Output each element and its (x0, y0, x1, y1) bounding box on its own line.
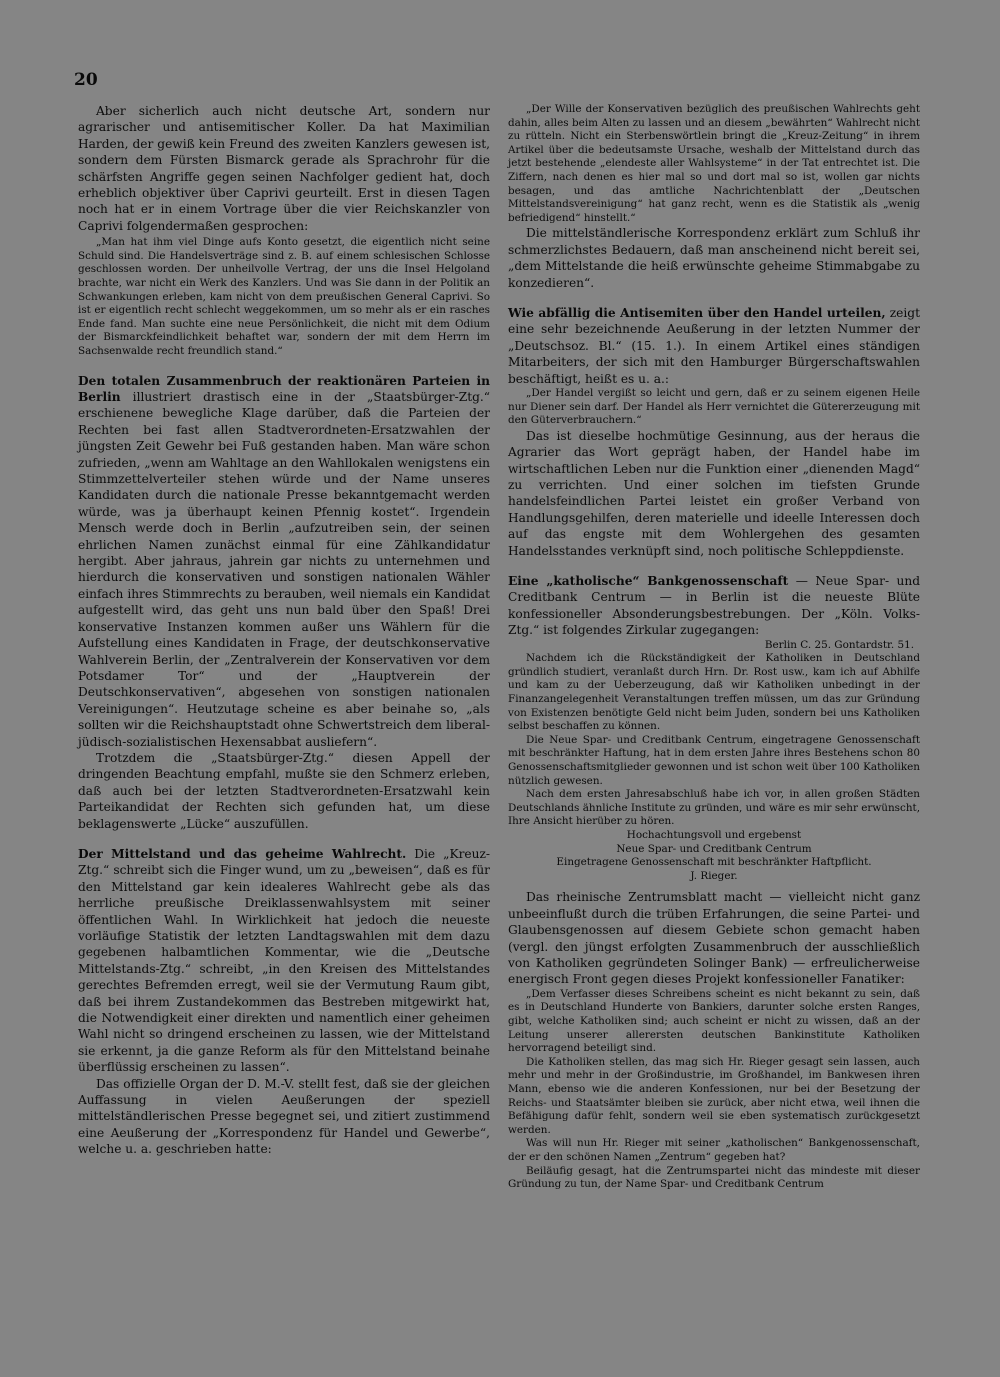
block-quote: „Man hat ihm viel Dinge aufs Konto gesetzt, die eigentlich nicht seine Schuld sind. Die Handelsverträge sind z. B. auf einem schlesischen Schlosse geschlossen worden. Der unheilvolle Vertrag, der uns die Insel Helgoland brachte, war nicht ein Werk des Kanzlers. Und was Sie dann in der Politik an Schwankungen erleben, kam nicht von dem preußischen General Caprivi. So ist er eigentlich recht schlecht weggekommen, um so mehr als er ein rasches Ende fand. Man suchte eine neue Persönlichkeit, die nicht mit dem Odium der Bismarckfeindlichkeit behaftet war, sondern der mit dem Herrn im Sachsenwalde recht freundlich stand.“ (78, 236, 490, 357)
letter-signature: J. Rieger. (690, 869, 738, 882)
block-quote: „Der Handel vergißt so leicht und gern, daß er zu seinem eigenen Heile nur Diener sein darf. Der Handel als Herr vernichtet die Gütererzeugung mit den Güterverbrauchern.“ (508, 387, 920, 427)
letter-paragraph: Nach dem ersten Jahresabschluß habe ich vor, in allen großen Städten Deutschlands ähnliche Institute zu gründen, und wäre es mir sehr erwünscht, Ihre Ansicht hierüber zu hören. (508, 788, 920, 828)
article-paragraph (508, 305, 920, 387)
paragraph: Trotzdem die „Staatsbürger-Ztg.“ diesen Appell der dringenden Beachtung empfahl, mußte sie den Schmerz erleben, daß auch bei der letzten Stadtverordneten-Ersatzwahl kein Parteikandidat der Rechten sich gefunden hat, um diese beklagenswerte „Lücke“ auszufüllen. (78, 750, 490, 831)
article-heading: Wie abfällig die Antisemiten über den Handel urteilen, (508, 305, 886, 320)
article-paragraph (508, 573, 920, 639)
article-body: zeigt eine sehr bezeichnende Aeußerung in der letzten Nummer der „Deutschsoz. Bl.“ (15. 1.). In einem Artikel eines ständigen Mitarbeiters, der sich mit den Hamburger Bürgerschaftswahlen beschäftigt, heißt es u. a.: (508, 305, 920, 386)
letter-paragraph: Die Neue Spar- und Creditbank Centrum, eingetragene Genossenschaft mit beschränkter Haftung, hat in dem ersten Jahre ihres Bestehens schon 80 Genossenschaftsmitglieder gewonnen und ist schon weit über 100 Katholiken nützlich gewesen. (508, 733, 920, 787)
article-body: illustriert drastisch eine in der „Staatsbürger-Ztg.“ erschienene bewegliche Klage darüber, daß die Parteien der Rechten bei fast allen Stadtverordneten-Ersatzwahlen der jüngsten Zeit Gewehr bei Fuß gestanden haben. Man wäre schon zufrieden, „wenn am Wahltage an den Wahllokalen wenigstens ein Stimmzettelverteiler stehen würde und der Name unseres Kandidaten durch die nationale Presse bekanntgemacht werden würde, was ja überhaupt keinen Pfennig kostet“. Irgendein Mensch werde doch in Berlin „aufzutreiben sein, der seinen ehrlichen Namen zunächst einmal für eine Zählkandidatur hergibt. Aber jahraus, jahrein gar nichts zu unternehmen und hierdurch die konservativen und sonstigen nationalen Wähler einfach ihres Stimmrechts zu berauben, weil niemals ein Kandidat aufgestellt wird, das geht uns nun bald über den Spaß! Drei konservative Instanzen kommen außer uns Wählern für die Aufstellung eines Kandidaten in Frage, der deutschkonservative Wahlverein Berlin, der „Zentralverein der Konservativen vor dem Potsdamer Tor“ und der „Hauptverein der Deutschkonservativen“, abgesehen von sonstigen nationalen Vereinigungen“. Heutzutage scheine es aber beinahe so, „als sollten wir die Reichshauptstadt ohne Schwertstreich dem liberal-jüdisch-sozialistischen Hexensabbat ausliefern“. (78, 390, 490, 749)
block-quote: Die Katholiken stellen, das mag sich Hr. Rieger gesagt sein lassen, auch mehr und mehr in der Großindustrie, im Großhandel, im Bankwesen ihren Mann, ebenso wie die anderen Konfessionen, nur bei der Besetzung der Reichs- und Staatsämter bleiben sie zurück, aber nicht etwa, weil ihnen die Befähigung dafür fehlt, sondern weil sie eben systematisch zurückgesetzt werden. (508, 1055, 920, 1136)
right-column (508, 103, 920, 1192)
article-heading: Der Mittelstand und das geheime Wahlrecht. (78, 846, 407, 861)
paragraph: Die mittelständlerische Korrespondenz erklärt zum Schluß ihr schmerzlichstes Bedauern, daß man anscheinend nicht bereit sei, „dem Mittelstande die heiß erwünschte geheime Stimmabgabe zu konzedieren“. (508, 226, 920, 290)
letter-date-line: Berlin C. 25. Gontardstr. 51. (764, 638, 914, 651)
block-quote: „Der Wille der Konservativen bezüglich des preußischen Wahlrechts geht dahin, alles beim Alten zu lassen und an diesem „bewährten“ Wahlrecht nicht zu rütteln. Nicht ein Sterbenswörtlein bringt die „Kreuz-Zeitung“ in ihrem Artikel über die bedeutsamste Ursache, weshalb der Mittelstand durch das jetzt bestehende „elendeste aller Wahlsysteme“ in der Tat entrechtet ist. Die Ziffern, nach denen es hier mal so und dort mal so ist, wollen gar nichts besagen, und das amtliche Nachrichtenblatt der „Deutschen Mittelstandsvereinigung“ hat ganz recht, wenn es die Statistik als „wenig befriedigend“ hinstellt.“ (508, 103, 920, 224)
article-body: — Neue Spar- und Creditbank Centrum — in Berlin ist die neueste Blüte konfessioneller Absonderungsbestrebungen. Der „Köln. Volks-Ztg.“ ist folgendes Zirkular zugegangen: (508, 574, 920, 638)
letter-signature: Neue Spar- und Creditbank Centrum (616, 842, 812, 855)
article-heading: Eine „katholische“ Bankgenossenschaft (508, 574, 789, 589)
paragraph: Das ist dieselbe hochmütige Gesinnung, aus der heraus die Agrarier das Wort geprägt haben, der Handel habe im wirtschaftlichen Leben nur die Funktion einer „dienenden Magd“ zu verrichten. Und einer solchen im tiefsten Grunde handelsfeindlichen Partei leistet ein großer Verband von Handlungsgehilfen, deren materielle und ideelle Interessen doch auf das engste mit dem Wohlergehen des gesamten Handelsstandes verknüpft sind, noch politische Schleppdienste. (508, 428, 920, 558)
block-quote: Was will nun Hr. Rieger mit seiner „katholischen“ Bankgenossenschaft, der er den schönen Namen „Zentrum“ gegeben hat? (508, 1137, 920, 1163)
article-body: Die „Kreuz-Ztg.“ schreibt sich die Finger wund, um zu „beweisen“, daß es für den Mittelstand gar kein idealeres Wahlrecht gebe als das herrliche preußische Dreiklassenwahlsystem mit seiner öffentlichen Wahl. In Wirklichkeit hat jedoch die neueste vorläufige Statistik der letzten Landtagswahlen mit dem dazu gegebenen halbamtlichen Kommentar, wie die „Deutsche Mittelstands-Ztg.“ schreibt, „in den Kreisen des Mittelstandes gerechtes Befremden erregt, weil sie der Vermutung Raum gibt, daß bei ihrem Zustandekommen das Bestreben mitgewirkt hat, die Notwendigkeit einer direkten und namentlich einer geheimen Wahl nicht so dringend erscheinen zu lassen, wie der Mittelstand sie erkennt, ja die ganze Reform als für den Mittelstand beinahe überflüssig erscheinen zu lassen“. (78, 846, 490, 1075)
article-paragraph (78, 373, 490, 750)
paragraph: Aber sicherlich auch nicht deutsche Art, sondern nur agrarischer und antisemitischer Koller. Da hat Maximilian Harden, der gewiß kein Freund des zweiten Kanzlers gewesen ist, sondern dem Fürsten Bismarck gerade als Sprachrohr für die schärfsten Angriffe gegen seinen Nachfolger gedient hat, doch erheblich objektiver über Caprivi geurteilt. Erst in diesen Tagen noch hat er in einem Vortrage über die vier Reichskanzler von Caprivi folgendermaßen gesprochen: (78, 104, 490, 233)
block-quote: Beiläufig gesagt, hat die Zentrumspartei nicht das mindeste mit dieser Gründung zu tun, der Name Spar- und Creditbank Centrum (508, 1164, 920, 1191)
letter-signature: Eingetragene Genossenschaft mit beschränkter Haftpflicht. (556, 856, 872, 869)
paragraph: Das offizielle Organ der D. M.-V. stellt fest, daß sie der gleichen Auffassung in vielen Aeußerungen der speziell mittelständlerischen Presse begegnet sei, und zitiert zustimmend eine Aeußerung der „Korrespondenz für Handel und Gewerbe“, welche u. a. geschrieben hatte: (78, 1076, 490, 1157)
article-heading: Den totalen Zusammenbruch der reaktionären Parteien in Berlin (78, 373, 490, 404)
page-number: 20 (74, 70, 98, 90)
block-quote: „Dem Verfasser dieses Schreibens scheint es nicht bekannt zu sein, daß es in Deutschland Hunderte von Bankiers, darunter solche ersten Ranges, gibt, welche Katholiken sind; auch scheint er nicht zu wissen, daß an der Leitung unserer allerersten deutschen Bankinstitute Katholiken hervorragend beteiligt sind. (508, 987, 920, 1055)
left-column (78, 103, 490, 1158)
article-paragraph (78, 846, 490, 1076)
letter-paragraph: Nachdem ich die Rückständigkeit der Katholiken in Deutschland gründlich studiert, veranlaßt durch Hrn. Dr. Rost usw., kam ich auf Abhilfe und kam zu der Ueberzeugung, daß wir Katholiken unbedingt in der Finanzangelegenheit Veranstaltungen treffen müssen, um das zur Gründung von Existenzen benötigte Geld nicht beim Juden, sondern bei uns Katholiken selbst beschaffen zu können. (508, 652, 920, 733)
letter-signature: Hochachtungsvoll und ergebenst (626, 828, 802, 841)
paragraph: Das rheinische Zentrumsblatt macht — vielleicht nicht ganz unbeeinflußt durch die trüben Erfahrungen, die seine Partei- und Glaubensgenossen auf diesem Gebiete schon gemacht haben (vergl. den jüngst erfolgten Zusammenbruch der ausschließlich von Katholiken gegründeten Solinger Bank) — erfreulicherweise energisch Front gegen dieses Projekt konfessioneller Fanatiker: (508, 890, 920, 987)
